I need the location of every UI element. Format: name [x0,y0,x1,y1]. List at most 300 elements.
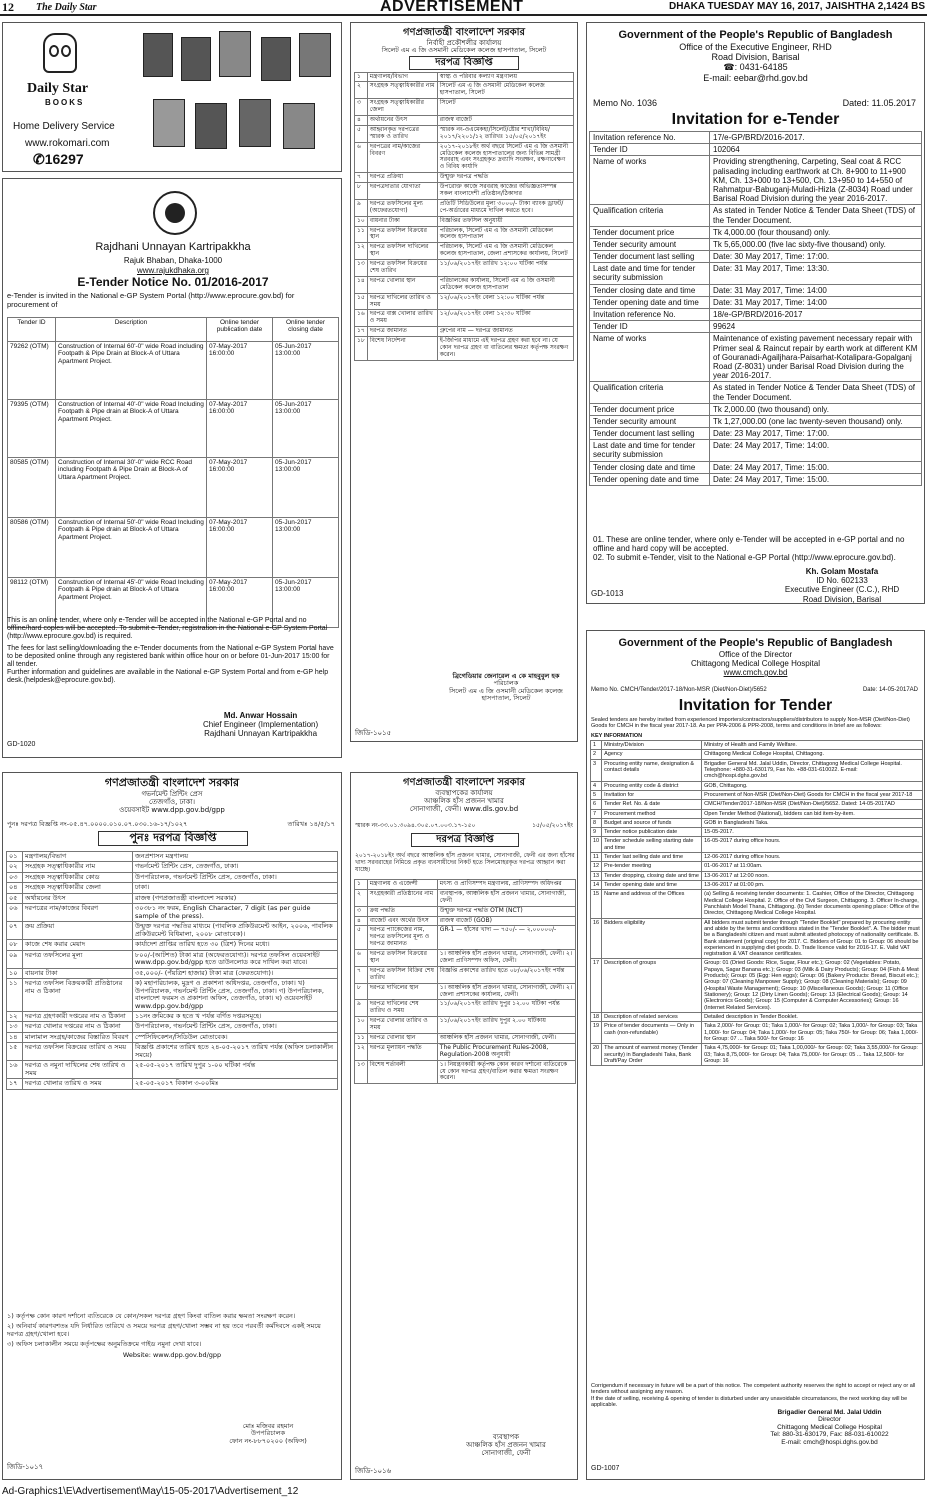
table-cell: ক) মহাপরিচালক, মুদ্রণ ও প্রকাশনা অধিদপ্তর, তেজগাঁও, ঢাকা। খ) উপপরিচালক, গভর্নমেন্ট প্রিন্টিং প্রেস, তেজগাঁও, ঢাকা। গ) উপপরিচালক, বাংলাদেশ ফরমস ও প্রকাশনা অফিস, তেজগাঁও, ঢাকা। ঘ) ওয়েবসাইট www.dpp.gov.bd/gpp [133,979,338,1012]
table-cell: ১১ [355,226,368,243]
dpp-title: পুনঃ দরপত্র বিজ্ঞপ্তি [98,831,248,846]
table-cell: 18 [591,1012,602,1021]
table-row [590,226,922,238]
dpp-memo: পুনঃ দরপত্র বিজ্ঞপ্তি নং-০৫.৪৭.০০০০.০১০.০৭.০৩০.১৬-১৭/১০২৭ [7,820,188,828]
table-row [7,1043,338,1061]
table-cell: Price of tender documents — Only in cash (non-refundable) [602,1022,702,1044]
table-cell: ১। নিয়ন্ত্রণকারী কর্তৃপক্ষ কোন কারণ দর্শানো ব্যতিরেকে যে কোন দরপত্র গ্রহণ/বাতিল করার ক্ষমতা সংরক্ষণ করেন। [437,1060,575,1084]
masthead: The Daily Star [36,2,97,13]
table-row [355,72,574,82]
table-cell: As stated in Tender Notice & Tender Data Sheet (TDS) of the Tender Document. [710,205,922,226]
table-row [355,199,574,216]
cmch-office: Office of the Director [718,649,793,659]
table-cell: মন্ত্রণালয়/বিভাগ [367,72,437,82]
table-cell: দরপত্র খোলার দপ্তরের নাম ও ঠিকানা [23,1022,133,1032]
table-cell: ৪ [355,115,368,125]
table-cell: দরপত্রের নাম/কাজের বিবরণ [23,904,133,922]
table-cell: বায়নার টাকা [23,968,133,978]
table-row [355,1034,576,1044]
table-cell: Open Tender Method (National), bidders can bid item-by-item. [702,809,923,818]
phone-icon: ✆ [33,151,45,167]
dpp-office: গভর্নমেন্ট প্রিন্টিং প্রেস [141,789,203,798]
table-cell: Detailed description in Tender Booklet. [702,1012,923,1021]
rhd-memo: Memo No. 1036 [593,98,658,108]
table-cell: 15 [591,890,602,918]
table-row [355,276,574,293]
dpp-table [6,851,338,1090]
sylhet-table [354,72,574,361]
table-row [7,1079,338,1089]
table-cell: ০১ [7,852,23,862]
table-row [590,415,922,427]
table-cell: দরপত্র দাখিলের স্থান [367,983,437,1000]
table-cell: Last date and time for tender security submission [590,263,710,284]
table-cell: Tender document last selling [590,251,710,263]
table-row [355,226,574,243]
table-cell: Tender schedule selling starting date and time [602,837,702,853]
table-cell: বিশেষ শর্তাবলী [367,1060,437,1084]
table-cell: 1 [591,741,602,750]
book-cover-image [283,103,315,149]
table-cell: 102064 [710,144,922,156]
table-row [355,889,576,906]
table-row [590,403,922,415]
table-row [355,950,576,967]
table-cell: ১৩ [355,260,368,277]
table-row [591,759,923,781]
table-cell: অর্থায়নের উৎস [23,893,133,903]
table-cell: ১। আঞ্চলিক হাঁস প্রজনন খামার, সোনাগাজী, ফেনী। ২। জেলা প্রাণিসম্পদ অফিস, ফেনী। [437,950,575,967]
table-cell: বিজ্ঞপ্তি প্রকাশের তারিখ হতে ০৮/০৬/২০১৭ইং পর্যন্ত [437,966,575,983]
table-cell: ৬ [355,142,368,173]
table-cell: ১১ [355,1034,368,1044]
table-cell: বিজ্ঞপ্তির তফসিল অনুযায়ী [437,216,573,226]
cmch-signature: Brigadier General Md. Jalal Uddin Director Chittagong Medical College Hospital Tel: 880-31-630179, Fax: 88-031-610022 E-mail: cmch@hospi.dghs.gov.bd [770,1409,889,1446]
table-row [590,263,922,284]
table-cell: 12-06-2017 during office hours. [702,853,923,862]
table-cell: রাজস্ব বাজেট (GOB) [437,916,575,926]
table-cell: সংগ্রহক সত্ত্বাধিকারীর জেলা [367,99,437,116]
table-cell: Ministry/Division [602,741,702,750]
table-cell: Invitation reference No. [590,132,710,144]
table-cell: ৫ [355,926,368,950]
table-cell: পরিচালকের কার্যালয়, সিলেট এম এ জি ওসমানী মেডিকেল কলেজ হাসপাতাল [437,276,573,293]
table-row [591,790,923,799]
table-cell: ১০ [7,968,23,978]
table-cell: ২০১৭-২০১৮ইং অর্থ বছরে সিলেট এম এ জি ওসমানী মেডিকেল কলেজ হাসপাতালের জন্য বিভিন্ন সামগ্রী সরবরাহ এবং সংগ্রহকৃত দ্রব্যাদি সংরক্ষণ, রক্ষণাবেক্ষণ ও বিবিধ কার্যাদি [437,142,573,173]
table-row [590,461,922,473]
table-row [590,144,922,156]
table-cell: Name and address of the Offices [602,890,702,918]
table-row [591,750,923,759]
table-cell: Ministry of Health and Family Welfare. [702,741,923,750]
table-cell: GOB in Bangladeshi Taka. [702,818,923,827]
table-cell: Tk 1,27,000.00 (one lac twenty-seven thousand) only. [710,415,922,427]
table-cell: ১১/০৬/২০১৭ইং তারিখ ১২:০০ ঘটিকা পর্যন্ত [437,260,573,277]
cmch-title: Invitation for Tender [678,697,833,714]
table-cell: Agency [602,750,702,759]
sylhet-tender-notice [350,22,578,742]
table-cell: উপপরিচালক, গভর্নমেন্ট প্রিন্টিং প্রেস, তেজগাঁও, ঢাকা। [133,872,338,882]
table-cell: The Public Procurement Rules-2008, Regulation-2008 অনুযায়ী [437,1043,575,1060]
table-cell: ১৫ [7,1043,23,1061]
table-row [7,979,338,1012]
rhd-tender-notice [586,22,925,604]
table-row [7,872,338,882]
rhd-notes: 01. These are online tender, where only e-Tender will be accepted in e-GP portal and no offline and hard copy will be accepted. 02. To submit e-Tender, visit to the National e-GP Portal (http://www.eprocure.gov.bd). [593,535,905,563]
table-cell: ১১ [7,979,23,1012]
table-row [7,940,338,950]
rajuk-table [7,317,339,628]
table-cell: ২ [355,82,368,99]
table-cell: দরপত্র খোলার তারিখ ও সময় [23,1079,133,1089]
table-cell: Name of works [590,333,710,382]
feni-intro: ২০১৭-২০১৮ইং অর্থ বছরে আঞ্চলিক হাঁস প্রজনন খামার, সোনাগাজী, ফেনী এর জন্য হাঁসের খাদ্য সরবরাহের নিমিত্তে প্রকৃত ব্যবসায়ীদের নিকট হতে সিলমোহরকৃত দরপত্র আহ্বান করা যাচ্ছে। [355,852,575,873]
table-cell: ১৪ [355,276,368,293]
table-row [355,142,574,173]
table-cell: ই-জিপির মাধ্যমে এই দরপত্র গ্রহণ করা হবে না। যে কোন দরপত্র গ্রহণ বা বাতিলের ক্ষমতা কর্তৃপক্ষ সংরক্ষণ করেন। [437,337,573,361]
rajuk-emblem-icon [153,191,197,235]
table-cell: দরপত্র দাখিলের শেষ তারিখ ও সময় [367,1000,437,1017]
gd-number: GD-1007 [591,1465,620,1472]
table-cell: Tender document last selling [590,428,710,440]
book-cover-image [239,99,271,147]
table-cell: Date: 31 May 2017, Time: 13:30. [710,263,922,284]
table-cell: ৮ [355,183,368,200]
table-cell: ক্রয় পদ্ধতি [367,906,437,916]
table-cell: 17/e-GP/BRD/2016-2017. [710,132,922,144]
table-cell: বাজেট এবং অর্থের উৎস [367,916,437,926]
table-cell: 3 [591,759,602,781]
table-cell: Date: 31 May 2017, Time: 14:00 [710,284,922,296]
table-cell: Tender document price [590,226,710,238]
cmch-table [590,740,923,1066]
gd-number: GD-1020 [7,741,36,748]
table-row [355,125,574,142]
table-cell: Tender last selling date and time [602,853,702,862]
table-cell: গভর্নমেন্ট প্রিন্টিং প্রেস, তেজগাঁও, ঢাকা। [133,862,338,872]
table-cell: ৮ [355,983,368,1000]
table-row [355,310,574,327]
table-cell: ১ [355,880,368,890]
table-cell: দরপত্র বাক্স খোলার তারিখ ও সময় [367,310,437,327]
ds-brand: Daily Star [27,81,89,96]
table-cell: Description of groups [602,959,702,1013]
table-cell: (a) Selling & receiving tender documents: 1. Cashier, Office of the Director, Chittagong Medical College Hospital. 2. Office of the Civil Surgeon, Chittagong. 3. Officer In-charge, Panchlaish Model Thana, Chittagong. (b) Tender documents opening place: Office of the Director, Chittagong Medical College Hospital. [702,890,923,918]
table-cell: দরপত্র তফসিল বিক্রয়ের শেষ তারিখ [367,260,437,277]
table-row [355,337,574,361]
table-row [591,890,923,918]
dpp-web: ওয়েবসাইট www.dpp.gov.bd/gpp [119,805,225,814]
rhd-signature: Kh. Golam Mostafa ID No. 602133 Executive Engineer (C.C.), RHD Road Division, Barisal [784,567,900,604]
ds-delivery: Home Delivery Service [13,121,115,132]
table-cell: ২ [355,889,368,906]
table-cell: স্মারক নং-ওএমেকহা/সিলেট/ষ্টোর শাখা/বিবিধ/২০১৭/২২০১/১২ তারিখঃ ১৫/০৫/২০১৭ইং [437,125,573,142]
cmch-key-info: KEY INFORMATION [591,733,643,739]
table-cell: Invitation for [602,790,702,799]
table-cell: Tender ID [590,321,710,333]
table-row [591,1044,923,1066]
table-row [355,880,576,890]
table-cell: প্রতিটি সিডিউলের মূল্য ৩০০০/- টাকা ব্যাংক ড্রাফট/পে-অর্ডারের মাধ্যমে দাখিল করতে হবে। [437,199,573,216]
footer-path: Ad-Graphics1\E\Advertisement\May\15-05-2017\Advertisement_12 [2,1486,299,1497]
table-cell: স্পেসিফিকেশন/সিডিউল মোতাবেক। [133,1032,338,1042]
table-cell: সংগ্রহকারী প্রতিষ্ঠানের নাম [367,889,437,906]
sylhet-address: সিলেট এম এ জি ওসমানী মেডিকেল কলেজ হাসপাতাল, সিলেট [381,45,547,54]
table-cell: দরপত্র ও নমুনা দাখিলের শেষ তারিখ ও সময় [23,1061,133,1079]
table-cell: Providing strengthening, Carpeting, Seal coat & RCC palisading including earthwork at Ch. 8+900 to 11+900 KM, Ch. 13+000 to 13+500, Ch. 13+950 to 14+550 of Rahmatpur-Babuganj-Muladi-Hizla (Z-8034) Road under Barisal Road Division during the year 2016-2017. [710,156,922,205]
table-cell: দরপত্র তফসিল বিক্রয়কারী প্রতিষ্ঠানের নাম ও ঠিকানা [23,979,133,1012]
table-row [590,296,922,308]
rhd-date: Dated: 11.05.2017 [842,98,916,108]
table-cell: মন্ত্রণালয় ও এজেন্সী [367,880,437,890]
table-cell: Maintenance of existing pavement necessary repair with Primer seal & Raincut repair by earth work at different KM of Gouranadi-Agailjhara-Paisarhat-Kotalipara-Gopalganj Road (Z-8031) under Barisal Road Division during the year 2016-2017. [710,333,922,382]
table-cell: মন্ত্রণালয়/বিভাগ [23,852,133,862]
table-cell: Chittagong Medical College Hospital, Chittagong. [702,750,923,759]
table-cell: কার্যাদেশ প্রাপ্তির তারিখ হতে ৩০ (ত্রিশ) দিনের মধ্যে। [133,940,338,950]
table-row [355,183,574,200]
table-cell: ০২ [7,862,23,872]
book-cover-image [143,33,173,77]
table-cell: Tender closing date and time [590,461,710,473]
table-cell: 19 [591,1022,602,1044]
table-row [355,1043,576,1060]
table-cell: 10 [591,837,602,853]
table-cell: ০৮ [7,940,23,950]
table-cell: ০৬ [7,904,23,922]
table-cell: Tender opening date and time [602,881,702,890]
cmch-intro: Sealed tenders are hereby invited from experienced importers/contractors/suppliers/distributors to supply Non-MSR (Diet/Non-Diet) Goods for CMCH in the fiscal year 2017-18. As per PPA-2006 & PPR-2008, terms and conditions in brief are as follows: [591,717,910,730]
dpp-signature: মোঃ মজিবর রহমান উপপরিচালক ফোন নং-৮৮৭০২০০ (অফিস) [229,1422,307,1445]
cmch-date: Date: 14-05-2017AD [862,687,918,693]
table-cell: 9 [591,828,602,837]
table-cell: ০৯ [7,950,23,968]
table-cell: 13-06-2017 at 01:00 pm. [702,881,923,890]
table-cell: ২৫-০৫-২০১৭ বিকাল ৩-০০মিঃ [133,1079,338,1089]
table-cell: 5 [591,790,602,799]
table-cell: 14 [591,881,602,890]
table-cell: দরপত্র তফসিলের মূল্য [23,950,133,968]
table-cell: ১২ [355,1043,368,1060]
table-cell: দরপত্রের নাম/কাজের বিবরণ [367,142,437,173]
table-row [355,983,576,1000]
table-cell: Date: 24 May 2017, Time: 14:00. [710,440,922,461]
feni-office: ব্যবস্থাপকের কার্যালয় [435,788,493,797]
cmch-hospital: Chittagong Medical College Hospital [691,658,820,668]
table-cell: ৮০০/-(আটশত) টাকা মাত্র (অফেরতযোগ্য)। দরপত্র তফসিল ওয়েবসাইট www.dpp.gov.bd/gpp হতে ডাউনলোড করে দাখিল করা যাবে। [133,950,338,968]
table-cell: The amount of earnest money (Tender security) in Bangladeshi Taka, Bank Draft/Pay Order [602,1044,702,1066]
table-cell: GOB, Chittagong. [702,781,923,790]
table-cell: ৯ [355,199,368,216]
rhd-gov: Government of the People's Republic of Bangladesh [618,29,893,41]
table-cell: Qualification criteria [590,382,710,403]
table-row [590,205,922,226]
table-row [590,156,922,205]
table-row [355,115,574,125]
table-cell: Procurement method [602,809,702,818]
table-row [590,238,922,250]
page-header [0,0,927,16]
table-cell: Date: 24 May 2017, Time: 15:00. [710,473,922,485]
book-cover-image [153,99,185,147]
table-cell: দরপত্র প্যাকেজের নাম, দরপত্র তফসিলের মূল্য ও দরপত্র জামানত [367,926,437,950]
feni-table [354,879,576,1084]
table-row [590,321,922,333]
cmch-tender-notice [586,630,925,1480]
table-cell: Tender closing date and time [590,284,710,296]
table-row [7,904,338,922]
table-cell: ৭ [355,173,368,183]
table-cell: বিশেষ নির্দেশনা [367,337,437,361]
table-row [591,809,923,818]
table-row [355,293,574,310]
rajuk-signature: Md. Anwar Hossain Chief Engineer (Implementation) Rajdhani Unnayan Kartripakkha [203,711,319,739]
table-row: 80586 (OTM) Construction of Internal 50'-0" wide Road Including Footpath & Pipe drain at Block-A of Uttara Apartment Project. 07-May-2017 16:00:00 05-Jun-2017 13:00:00 [8,518,339,578]
table-cell: Tender Ref. No. & date [602,800,702,809]
gd-number: GD-1013 [591,589,624,598]
cmch-gov: Government of the People's Republic of Bangladesh [618,637,893,649]
table-cell: ১২ [7,1011,23,1021]
table-cell: সংগ্রহক সত্ত্বাধিকারীর নাম [23,862,133,872]
table-cell: উন্মুক্ত দরপত্র পদ্ধতির মাধ্যমে (পাবলিক প্রকিউরমেন্ট আইন, ২০০৬, পাবলিক প্রকিউরমেন্ট বিধিমালা, ২০০৮ মোতাবেক)। [133,922,338,940]
table-row: 80585 (OTM) Construction of Internal 30'-0" wide RCC Road including Footpath & Pipe Drain at Block-A of Uttara Apartment Project. 07-May-2017 16:00:00 05-Jun-2017 13:00:00 [8,458,339,518]
table-cell: 6 [591,800,602,809]
table-cell: ১৭ [355,327,368,337]
table-cell: আহ্বানকৃত দরপত্রের স্মারক ও তারিখ [367,125,437,142]
table-row [7,893,338,903]
table-row [7,1011,338,1021]
table-row [7,1061,338,1079]
table-cell: 12 [591,862,602,871]
table-cell: ১৪ [7,1032,23,1042]
rhd-office: Office of the Executive Engineer, RHD [679,41,832,52]
cmch-notes: Corrigendum if necessary in future will be a part of this notice. The competent authority reserves the right to accept or reject any or all tenders without assigning any reason. If the date of selling, receiving & opening of tender is disturbed under any unavoidable circumstances, the next working day will be applicable. [591,1383,916,1408]
table-cell: Tender security amount [590,415,710,427]
table-cell: 16-05-2017 during office hours. [702,837,923,853]
table-cell: ২৫-০৫-২০১৭ তারিখ দুপুর ১-০০ ঘটিকা পর্যন্ত [133,1061,338,1079]
table-row [590,473,922,485]
table-cell: সংগ্রহক সত্ত্বাধিকারীর নাম [367,82,437,99]
table-cell: উন্মুক্ত দরপত্র পদ্ধতি [437,173,573,183]
table-cell: 7 [591,809,602,818]
rhd-table [589,131,922,486]
table-row [590,284,922,296]
dpp-notes: ১) কর্তৃপক্ষ কোন কারণ দর্শানো ব্যতিরেকে যে কোন/সকল দরপত্র গ্রহণ কিংবা বাতিল করার ক্ষমতা সংরক্ষণ করেন। ২) অনিবার্য কারণবশতঃ যদি নির্ধারিত তারিখে ও সময়ে দরপত্র গ্রহণ/খোলা সম্ভব না হয় তবে পরবর্তী কর্মদিবসে একই সময়ে দরপত্র গ্রহণ/খোলা হবে। ৩) অফিস চলাকালীন সময়ে কর্তৃপক্ষের অনুমতিক্রমে গাইড নমুনা দেখা যাবে। Website: www.dpp.gov.bd/gpp [7,1312,321,1359]
feni-location: সোনাগাজী, ফেনী। www.dls.gov.bd [409,804,519,813]
table-row [591,781,923,790]
table-cell: মৎস্য ও প্রাণিসম্পদ মন্ত্রণালয়, প্রাণিসম্পদ অধিদপ্তর [437,880,575,890]
table-cell: জনপ্রশাসন মন্ত্রণালয় [133,852,338,862]
table-cell: ১৭ [7,1079,23,1089]
feni-memo: স্মারক নং-৩৩.০১.৩০৯৪.৩০৫.০৭.০০৩.১৭-১৫০ [355,822,476,829]
table-cell: Budget and source of funds [602,818,702,827]
book-cover-image [219,31,251,77]
table-row [591,828,923,837]
rajuk-title: E-Tender Notice No. 01/2016-2017 [77,275,269,289]
table-cell: Taka 4,75,000/- for Group: 01; Taka 1,00,000/- for Group: 02; Taka 3,55,000/- for Group: 03; Taka 8,75,000/- for Group: 04; Taka 75,000/- for Group: 05 ... Taka 12,500/- for Group: 16 [702,1044,923,1066]
rajuk-address: Rajuk Bhaban, Dhaka-1000 [123,256,223,265]
table-cell: Date: 24 May 2017, Time: 15:00. [710,461,922,473]
table-row [590,382,922,403]
table-cell: সংগ্রহক সত্ত্বাধিকারীর জেলা [23,883,133,893]
table-row [590,428,922,440]
table-cell: ৩ [355,99,368,116]
table-row [590,333,922,382]
table-row [355,327,574,337]
table-cell: ১৩ [355,1060,368,1084]
owl-logo-icon [43,33,77,73]
sylhet-gov: গণপ্রজাতন্ত্রী বাংলাদেশ সরকার [403,27,525,38]
table-cell: Procuring entity code & district [602,781,702,790]
table-cell: দরপত্রদাতার যোগ্যতা [367,183,437,200]
table-cell: ১ [355,72,368,82]
book-cover-image [261,37,291,81]
table-cell: 13 [591,871,602,880]
table-cell: ১০ [355,1017,368,1034]
page-number: 12 [2,0,14,14]
table-cell: দরপত্র জামানত [367,327,437,337]
table-cell: উন্মুক্ত দরপত্র পদ্ধতি OTM (NCT) [437,906,575,916]
table-cell: Tender opening date and time [590,473,710,485]
table-row [355,1000,576,1017]
table-cell: 11 [591,853,602,862]
table-cell: ১৩ [7,1022,23,1032]
section-title: ADVERTISEMENT [380,0,524,15]
table-row [355,916,576,926]
feni-gov: গণপ্রজাতন্ত্রী বাংলাদেশ সরকার [403,777,525,788]
table-cell: 16 [591,918,602,959]
table-cell: ৯ [355,1000,368,1017]
table-cell: Tk 4,000.00 (four thousand) only. [710,226,922,238]
dateline: DHAKA TUESDAY MAY 16, 2017, JAISHTHA 2,1424 BS [668,1,925,12]
book-cover-image [181,37,211,81]
table-cell: ৪ [355,916,368,926]
dpp-location: তেজগাঁও, ঢাকা। [149,797,195,806]
table-cell: 01-06-2017 at 11:00am. [702,862,923,871]
table-row [7,852,338,862]
table-cell: Procuring entity name, designation & contact details [602,759,702,781]
table-row [591,862,923,871]
table-cell: Tender notice publication date [602,828,702,837]
sylhet-office: নির্বাহী প্রকৌশলীর কার্যালয় [426,38,502,47]
table-row [355,906,576,916]
sylhet-signature: ব্রিগেডিয়ার জেনারেল এ কে মাহবুবুল হক পরিচালক সিলেট এম এ জি ওসমানী মেডিকেল কলেজ হাসপাতাল, সিলেট [449,672,563,703]
table-cell: As stated in Tender Notice & Tender Data Sheet (TDS) of the Tender Document. [710,382,922,403]
table-cell: All bidders must submit tender through "Tender Booklet" prepared by procuring entity and abide by the terms and conditions stated in the "Tender Booklet". A. The bidder must be a Bangladeshi citizen and must submit attested photocopy of nationality certificate. B. Bank statement (original copy) for 2017. C. Bidders of Group: 01 to Group: 06 should be experienced in supplying diet goods. D. Trade licence valid for 2016-17. E. Valid VAT registration & VAT clearance certificates. [702,918,923,959]
table-cell: বিজ্ঞপ্তি প্রকাশের তারিখ হতে ২৪-০৫-২০১৭ তারিখ পর্যন্ত (অফিস চলাকালীন সময়ে) [133,1043,338,1061]
table-cell: ১০ [355,216,368,226]
table-cell: 13-06-2017 at 12:00 noon. [702,871,923,880]
table-row [355,1060,576,1084]
table-row [591,881,923,890]
table-cell: ১৬ [355,310,368,327]
table-cell: Tender ID [590,144,710,156]
table-cell: ১১/০৬/২০১৭ইং তারিখ দুপুর ২.০০ ঘটিকায় [437,1017,575,1034]
table-cell: Bidders eligibility [602,918,702,959]
table-cell: Date: 31 May 2017, Time: 14:00 [710,296,922,308]
table-row [591,837,923,853]
table-row: 79395 (OTM) Construction of Internal 40'-0" wide Road Including Footpath & Pipe drain at Block-A of Uttara Apartment Project. 07-May-2017 16:00:00 05-Jun-2017 13:00:00 [8,400,339,458]
table-cell: উপরোক্ত কাজে সরবরাহ কাজের অভিজ্ঞতাসম্পন্ন সকল বাংলাদেশী প্রতিষ্ঠান/ঠিকাদার [437,183,573,200]
table-row [590,251,922,263]
table-row [591,1012,923,1021]
table-cell: ৩ [355,906,368,916]
table-cell: দরপত্র তফসিল বিক্রয়ের স্থান [367,950,437,967]
table-cell: ১২ [355,243,368,260]
table-cell: Procurement of Non-MSR (Diet/Non-Diet) Goods for CMCH in the fiscal year 2017-18 [702,790,923,799]
table-cell: 8 [591,818,602,827]
rajuk-org: Rajdhani Unnayan Kartripakkha [95,241,251,253]
